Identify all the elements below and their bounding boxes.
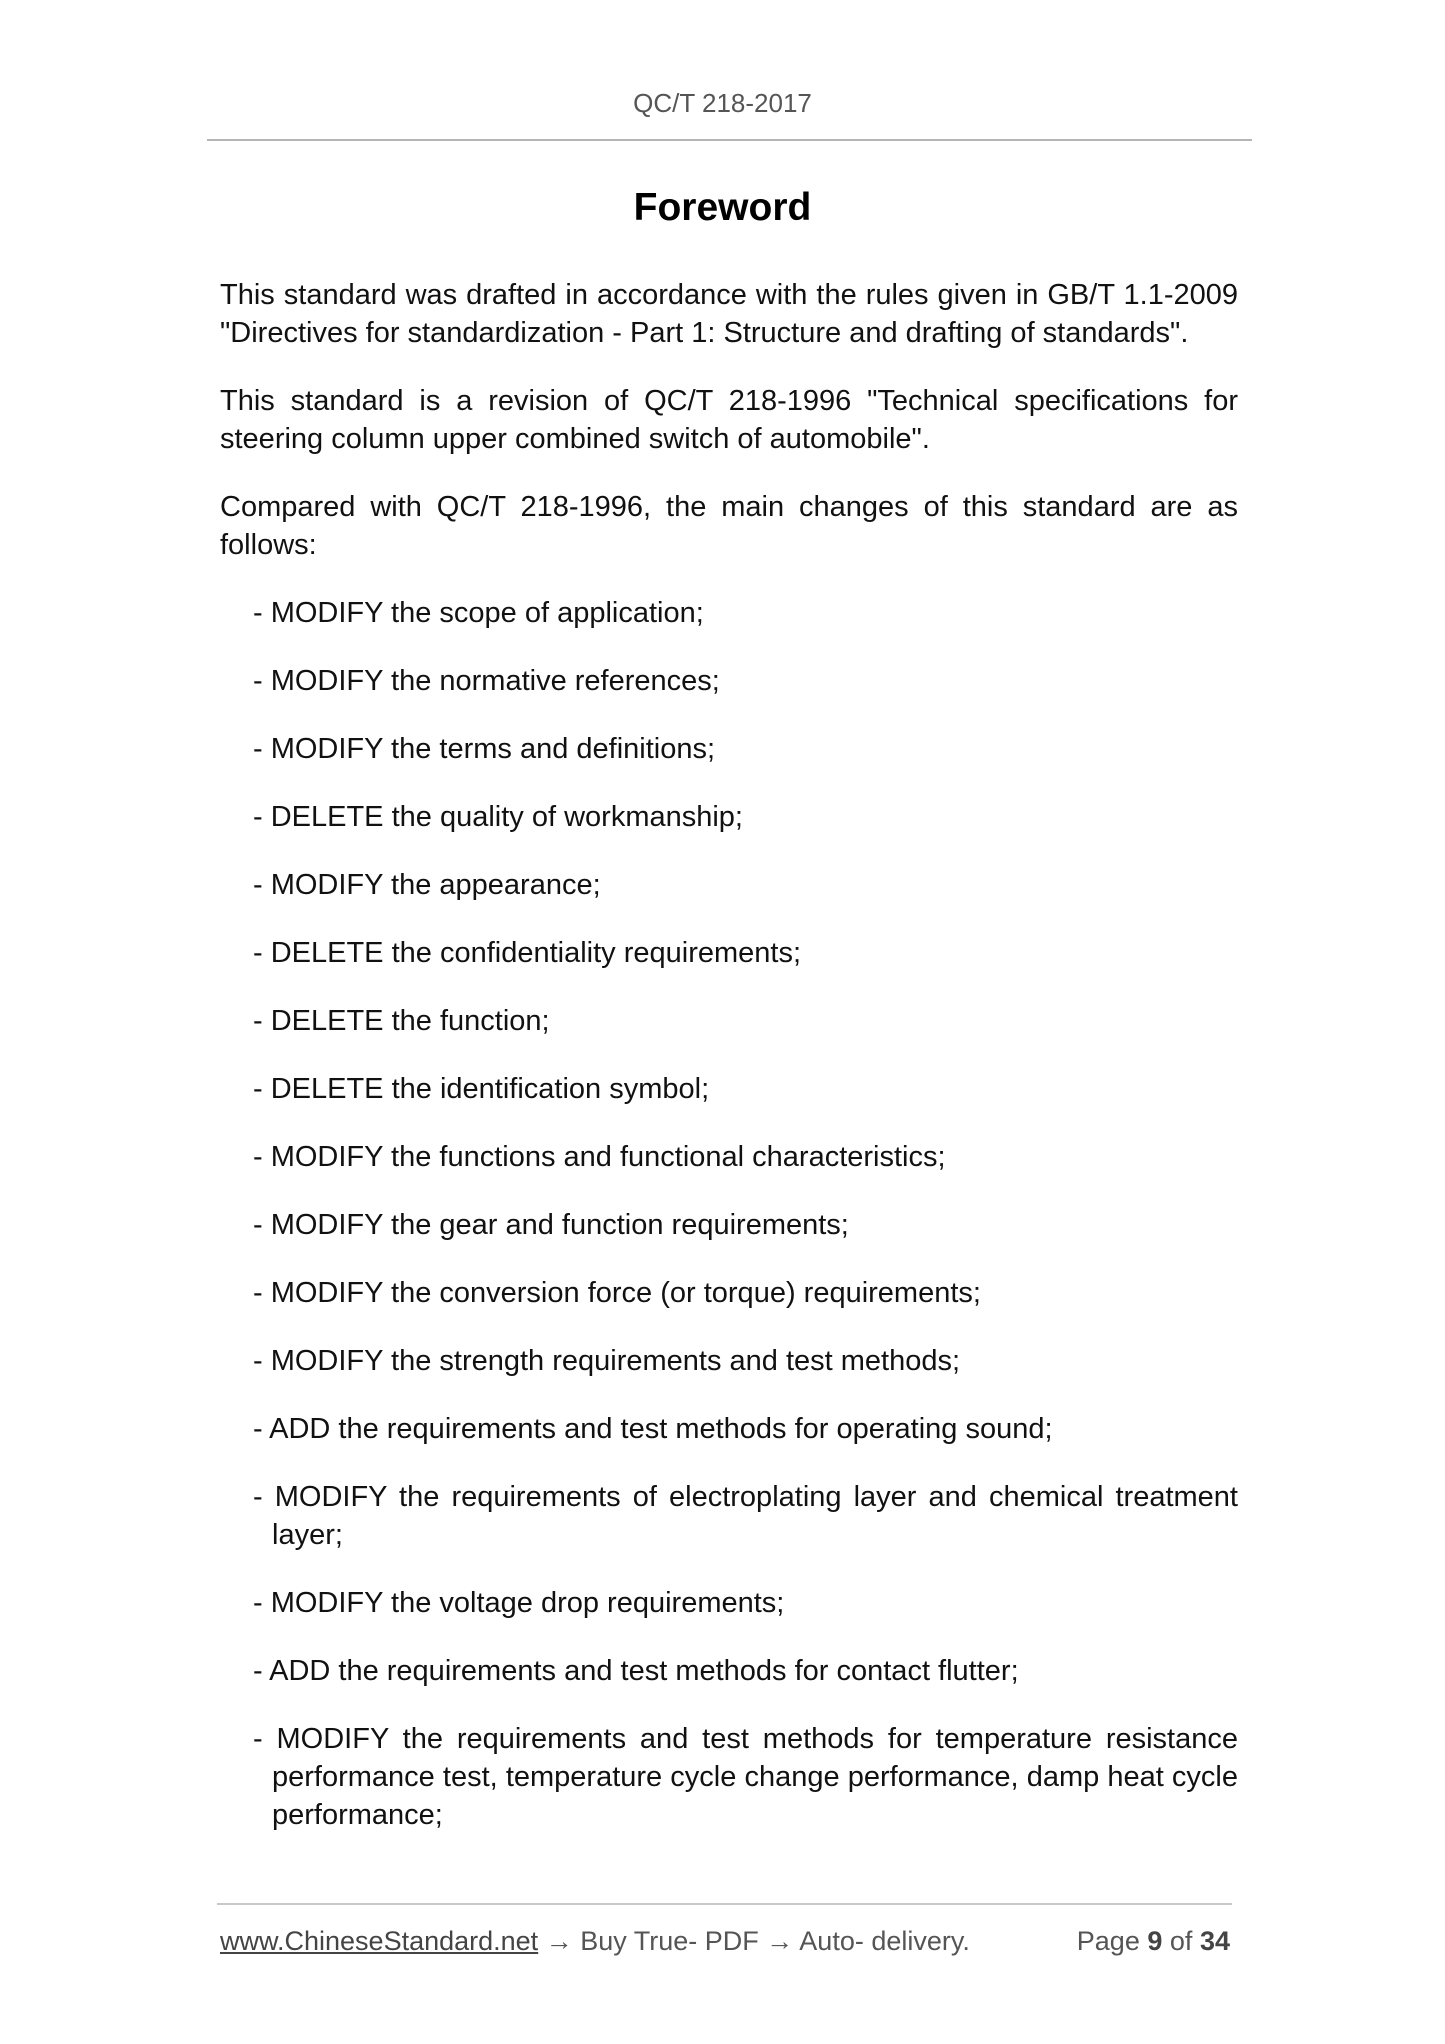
list-item: - DELETE the function; [253,1005,550,1037]
list-item: - DELETE the quality of workmanship; [253,801,743,833]
list-item: - MODIFY the appearance; [253,869,601,901]
list-item: - MODIFY the scope of application; [253,597,704,629]
paragraph-revision: This standard is a revision of QC/T 218-1996 "Technical specifications for steering column upper combined switch of automobile". [220,385,1238,455]
list-item: - ADD the requirements and test methods for contact flutter; [253,1655,1019,1687]
list-item: - MODIFY the requirements of electroplating layer and chemical treatment layer; [253,1481,1238,1551]
list-item: - MODIFY the gear and function requirements; [253,1209,849,1241]
list-item: - MODIFY the terms and definitions; [253,733,716,765]
paragraph-drafting-rules: This standard was drafted in accordance with the rules given in GB/T 1.1-2009 "Directives for standardization - Part 1: Structure and drafting of standards". [220,279,1238,349]
footer-delivery-text: Auto- delivery. [799,1926,970,1956]
header-divider [207,139,1252,141]
footer-buy-text: Buy True- PDF [580,1926,759,1956]
of-label: of [1169,1926,1193,1956]
list-item: - MODIFY the functions and functional characteristics; [253,1141,946,1173]
list-item: - MODIFY the requirements and test methods for temperature resistance performance test, temperature cycle change performance, damp heat cycle performance; [253,1723,1238,1831]
page-indicator [1077,1926,1230,1957]
page-footer [220,1926,1230,1957]
list-item: - ADD the requirements and test methods for operating sound; [253,1413,1053,1445]
document-body [220,276,1238,1864]
list-item: - MODIFY the voltage drop requirements; [253,1587,785,1619]
paragraph-main-changes: Compared with QC/T 218-1996, the main changes of this standard are as follows: [220,491,1238,561]
list-item: - MODIFY the strength requirements and test methods; [253,1345,961,1377]
changes-list [220,594,1238,1834]
current-page-number: 9 [1147,1926,1163,1956]
page-label: Page [1076,1926,1140,1956]
footer-divider [217,1903,1232,1905]
arrow-right-icon: → [766,1926,794,1956]
list-item: - MODIFY the normative references; [253,665,720,697]
total-pages-number: 34 [1199,1926,1230,1956]
website-link[interactable]: www.ChineseStandard.net [220,1926,539,1956]
arrow-right-icon: → [545,1926,573,1956]
list-item: - DELETE the identification symbol; [253,1073,710,1105]
document-code: QC/T 218-2017 [633,88,812,118]
page-title: Foreword [633,186,812,229]
list-item: - MODIFY the conversion force (or torque) requirements; [253,1277,981,1309]
list-item: - DELETE the confidentiality requirements; [253,937,802,969]
